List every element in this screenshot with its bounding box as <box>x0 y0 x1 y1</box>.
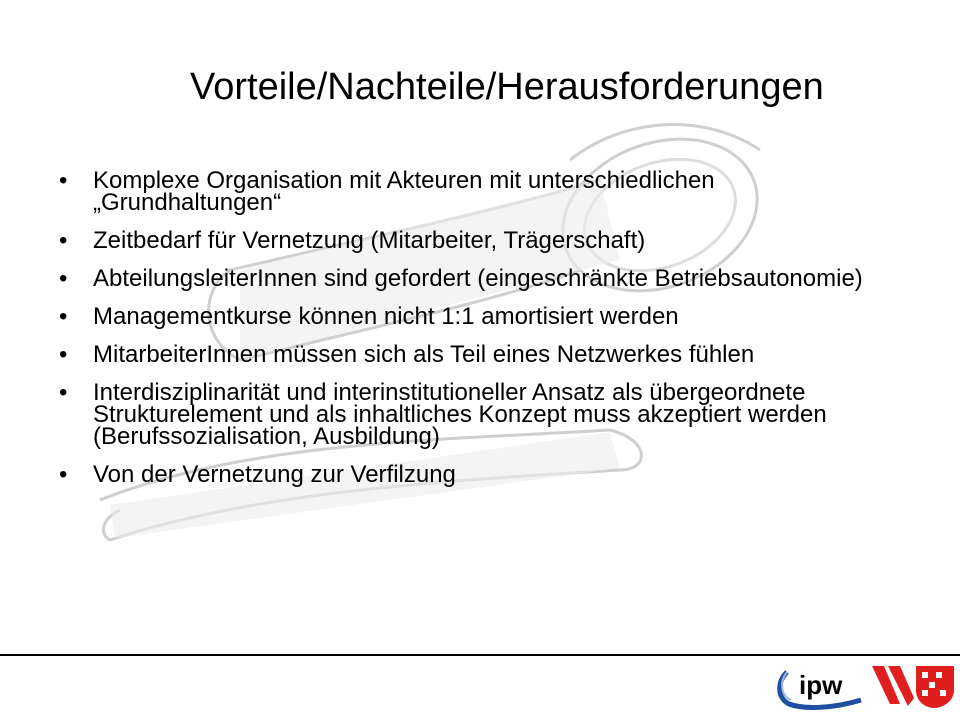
bullet-list <box>0 167 900 502</box>
bullet-item: • Komplexe Organisation mit Akteuren mit unterschiedlichen „Grundhaltungen“ <box>0 170 900 214</box>
bullet-item: • Managementkurse können nicht 1:1 amortisiert werden <box>0 306 900 328</box>
bullet-item: • AbteilungsleiterInnen sind gefordert (eingeschränkte Betriebsautonomie) <box>0 268 900 290</box>
bullet-item: • MitarbeiterInnen müssen sich als Teil eines Netzwerkes fühlen <box>0 344 900 366</box>
bullet-item: • Interdisziplinarität und interinstitutioneller Ansatz als übergeordnete Strukturelement und als inhaltliches Konzept muss akzeptiert werden (Berufssozialisation, Ausbildung) <box>0 382 900 448</box>
bullet-item: • Von der Vernetzung zur Verfilzung <box>0 464 900 486</box>
bullet-item: • Zeitbedarf für Vernetzung (Mitarbeiter, Trägerschaft) <box>0 230 900 252</box>
ipw-logo-text: ipw <box>799 670 843 700</box>
red-crest-logo-icon <box>870 660 956 710</box>
slide-title: Vorteile/Nachteile/Herausforderungen <box>190 66 824 108</box>
footer-divider <box>0 654 960 656</box>
ipw-swoosh-logo-icon <box>775 660 867 710</box>
